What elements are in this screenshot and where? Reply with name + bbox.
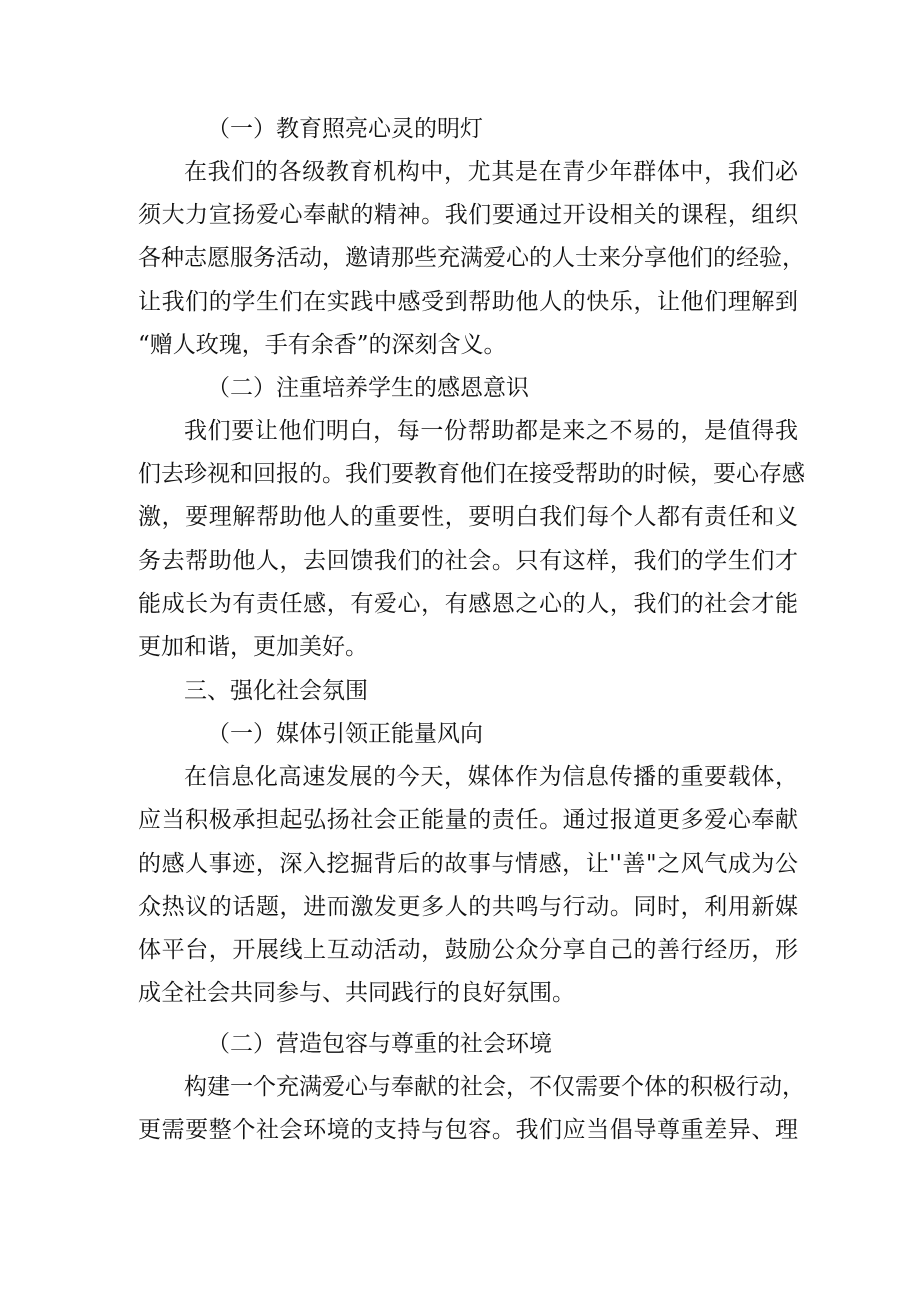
paragraph-line: 在信息化高速发展的今天，媒体作为信息传播的重要载体，: [184, 764, 798, 790]
chapter-heading: 三、强化社会氛围: [184, 678, 368, 704]
paragraph-line: 众热议的话题，进而激发更多人的共鸣与行动。同时，利用新媒: [138, 894, 798, 920]
section-heading: （一）媒体引领正能量风向: [207, 721, 483, 747]
paragraph-line: 我们要让他们明白，每一份帮助都是来之不易的，是值得我: [184, 418, 798, 444]
section-heading: （二）营造包容与尊重的社会环境: [207, 1031, 552, 1057]
paragraph-line: 让我们的学生们在实践中感受到帮助他人的快乐，让他们理解到: [138, 289, 798, 315]
paragraph-line: 更需要整个社会环境的支持与包容。我们应当倡导尊重差异、理: [138, 1117, 798, 1143]
paragraph-line: 激，要理解帮助他人的重要性，要明白我们每个人都有责任和义: [138, 504, 798, 530]
paragraph-line: 体平台，开展线上互动活动，鼓励公众分享自己的善行经历，形: [138, 937, 798, 963]
paragraph-line: 务去帮助他人，去回馈我们的社会。只有这样，我们的学生们才: [138, 548, 798, 574]
paragraph-line: 成全社会共同参与、共同践行的良好氛围。: [138, 980, 575, 1006]
section-heading: （二）注重培养学生的感恩意识: [207, 375, 529, 401]
paragraph-line: 更加和谐，更加美好。: [138, 634, 368, 660]
paragraph-line: 各种志愿服务活动，邀请那些充满爱心的人士来分享他们的经验，: [138, 245, 805, 271]
paragraph-line: 构建一个充满爱心与奉献的社会，不仅需要个体的积极行动，: [184, 1074, 805, 1100]
paragraph-line: 在我们的各级教育机构中，尤其是在青少年群体中，我们必: [184, 159, 798, 185]
paragraph-line: 的感人事迹，深入挖掘背后的故事与情感，让''善"之风气成为公: [138, 851, 798, 877]
paragraph-line: 们去珍视和回报的。我们要教育他们在接受帮助的时候，要心存感: [138, 461, 805, 487]
section-heading: （一）教育照亮心灵的明灯: [207, 116, 483, 142]
paragraph-line: 能成长为有责任感，有爱心，有感恩之心的人，我们的社会才能: [138, 591, 798, 617]
paragraph-line: “赠人玫瑰，手有余香”的深刻含义。: [138, 332, 507, 358]
paragraph-line: 应当积极承担起弘扬社会正能量的责任。通过报道更多爱心奉献: [138, 807, 798, 833]
paragraph-line: 须大力宣扬爱心奉献的精神。我们要通过开设相关的课程，组织: [138, 202, 798, 228]
